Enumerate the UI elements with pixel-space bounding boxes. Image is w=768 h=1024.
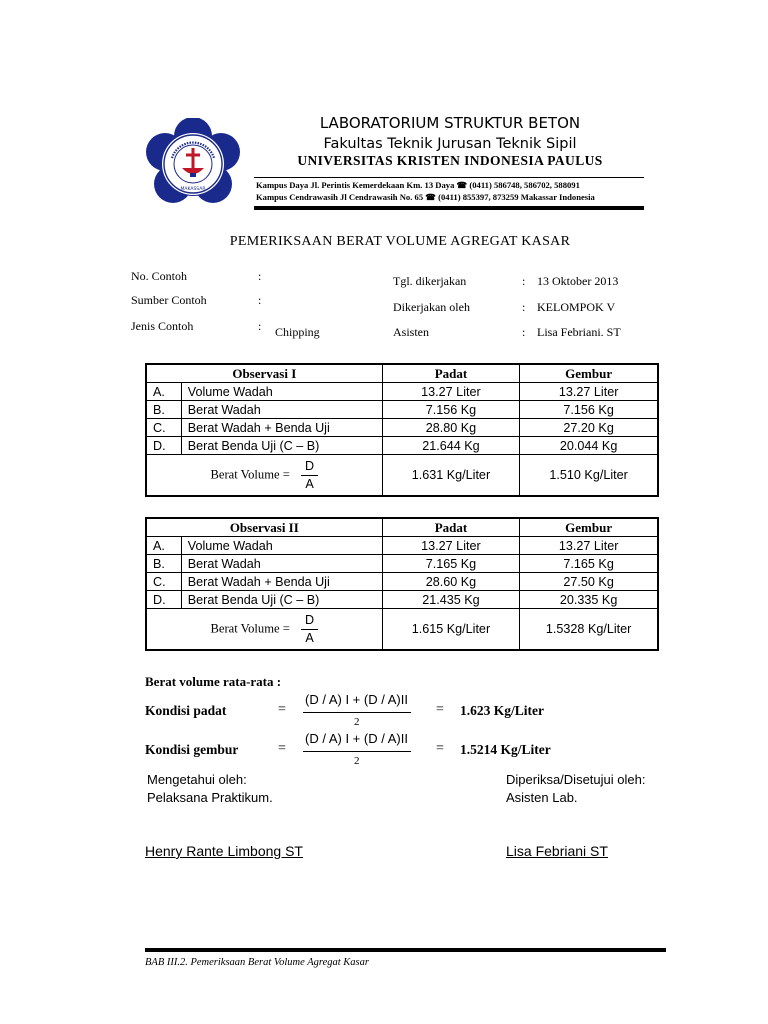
berat-volume-padat: 1.631 Kg/Liter xyxy=(382,455,520,497)
gembur-value: 7.156 Kg xyxy=(520,401,658,419)
campus-address-daya: Kampus Daya Jl. Perintis Kemerdekaan Km. 13 Daya ☎ (0411) 586748, 586702, 588091 xyxy=(256,180,580,190)
table-row xyxy=(146,383,658,401)
campus-address-cendrawasih: Kampus Cendrawasih Jl Cendrawasih No. 65 ☎ (0411) 855397, 873259 Makassar Indonesia xyxy=(256,192,595,202)
row-index: D. xyxy=(146,437,181,455)
asisten-label: Asisten xyxy=(393,325,429,339)
sumber-contoh-label: Sumber Contoh xyxy=(131,293,207,307)
table-row xyxy=(146,437,658,455)
sumber-contoh-colon: : xyxy=(258,293,262,307)
row-index: A. xyxy=(146,537,181,555)
equals-sign: = xyxy=(278,702,286,717)
pelaksana-name: Henry Rante Limbong ST xyxy=(145,843,303,859)
berat-volume-formula xyxy=(146,609,382,651)
formula-denominator: 2 xyxy=(354,755,360,767)
document-title: PEMERIKSAAN BERAT VOLUME AGREGAT KASAR xyxy=(229,234,571,249)
row-label: Berat Wadah + Benda Uji xyxy=(181,573,382,591)
asisten-lab-label: Asisten Lab. xyxy=(506,790,578,805)
dikerjakan-oleh-label: Dikerjakan oleh xyxy=(393,300,470,314)
fraction-denominator: A xyxy=(305,630,314,645)
equals-sign: = xyxy=(436,741,444,756)
padat-value: 28.80 Kg xyxy=(382,419,520,437)
row-label: Volume Wadah xyxy=(181,383,382,401)
padat-value: 7.165 Kg xyxy=(382,555,520,573)
row-index: D. xyxy=(146,591,181,609)
row-index: C. xyxy=(146,573,181,591)
column-header: Observasi I xyxy=(146,364,382,383)
padat-value: 21.644 Kg xyxy=(382,437,520,455)
asisten-name: Lisa Febriani ST xyxy=(506,843,608,859)
observasi-2-table xyxy=(145,517,659,651)
row-index: B. xyxy=(146,555,181,573)
formula-denominator: 2 xyxy=(354,716,360,728)
berat-volume-padat: 1.615 Kg/Liter xyxy=(382,609,520,651)
row-label: Berat Benda Uji (C – B) xyxy=(181,591,382,609)
footer-chapter-text: BAB III.2. Pemeriksaan Berat Volume Agregat Kasar xyxy=(145,957,369,968)
padat-value: 13.27 Liter xyxy=(382,383,520,401)
pelaksana-label: Pelaksana Praktikum. xyxy=(147,790,273,805)
table-header-row xyxy=(146,518,658,537)
equals-sign: = xyxy=(436,702,444,717)
kondisi-padat-result: 1.623 Kg/Liter xyxy=(460,703,544,718)
padat-value: 7.156 Kg xyxy=(382,401,520,419)
berat-volume-gembur: 1.5328 Kg/Liter xyxy=(520,609,658,651)
university-name: UNIVERSITAS KRISTEN INDONESIA PAULUS xyxy=(297,153,603,168)
padat-value: 13.27 Liter xyxy=(382,537,520,555)
faculty-name: Fakultas Teknik Jurusan Teknik Sipil xyxy=(323,136,577,152)
berat-volume-row xyxy=(146,455,658,497)
column-header: Gembur xyxy=(520,364,658,383)
row-index: B. xyxy=(146,401,181,419)
berat-volume-gembur: 1.510 Kg/Liter xyxy=(520,455,658,497)
column-header: Gembur xyxy=(520,518,658,537)
row-label: Berat Wadah + Benda Uji xyxy=(181,419,382,437)
row-index: A. xyxy=(146,383,181,401)
table-header-row xyxy=(146,364,658,383)
svg-text:MAKASSAR: MAKASSAR xyxy=(180,187,206,192)
d-over-a-fraction xyxy=(301,612,318,647)
kondisi-gembur-result: 1.5214 Kg/Liter xyxy=(460,742,551,757)
berat-volume-label: Berat Volume = xyxy=(210,466,290,481)
column-header: Padat xyxy=(382,364,520,383)
gembur-value: 20.044 Kg xyxy=(520,437,658,455)
header-thick-rule xyxy=(254,206,644,210)
diperiksa-label: Diperiksa/Disetujui oleh: xyxy=(506,772,646,787)
asisten-colon: : xyxy=(522,325,526,339)
table-row xyxy=(146,419,658,437)
no-contoh-colon: : xyxy=(258,269,262,283)
gembur-value: 13.27 Liter xyxy=(520,537,658,555)
row-index: C. xyxy=(146,419,181,437)
d-over-a-fraction xyxy=(301,458,318,493)
mengetahui-label: Mengetahui oleh: xyxy=(147,772,247,787)
padat-value: 28.60 Kg xyxy=(382,573,520,591)
dikerjakan-oleh-value: KELOMPOK V xyxy=(537,300,616,314)
row-label: Volume Wadah xyxy=(181,537,382,555)
table-row xyxy=(146,555,658,573)
footer-rule xyxy=(145,948,666,952)
formula-fraction-bar xyxy=(303,751,411,752)
asisten-value: Lisa Febriani. ST xyxy=(537,325,621,339)
table-row xyxy=(146,537,658,555)
row-label: Berat Wadah xyxy=(181,555,382,573)
jenis-contoh-value: Chipping xyxy=(275,325,320,339)
tgl-dikerjakan-label: Tgl. dikerjakan xyxy=(393,274,467,288)
fraction-denominator: A xyxy=(305,476,314,491)
formula-fraction-bar xyxy=(303,712,411,713)
row-label: Berat Wadah xyxy=(181,401,382,419)
kondisi-padat-label: Kondisi padat xyxy=(145,703,227,718)
no-contoh-label: No. Contoh xyxy=(131,269,188,283)
table-row xyxy=(146,573,658,591)
berat-volume-formula xyxy=(146,455,382,497)
tgl-dikerjakan-colon: : xyxy=(522,274,526,288)
gembur-value: 27.50 Kg xyxy=(520,573,658,591)
row-label: Berat Benda Uji (C – B) xyxy=(181,437,382,455)
kondisi-gembur-label: Kondisi gembur xyxy=(145,742,239,757)
jenis-contoh-label: Jenis Contoh xyxy=(131,319,194,333)
gembur-value: 20.335 Kg xyxy=(520,591,658,609)
equals-sign: = xyxy=(278,741,286,756)
fraction-numerator: D xyxy=(301,458,318,476)
berat-volume-label: Berat Volume = xyxy=(210,620,290,635)
header-divider xyxy=(254,177,644,178)
column-header: Padat xyxy=(382,518,520,537)
jenis-contoh-colon: : xyxy=(258,319,262,333)
padat-value: 21.435 Kg xyxy=(382,591,520,609)
tgl-dikerjakan-value: 13 Oktober 2013 xyxy=(537,274,619,288)
lab-name: LABORATORIUM STRUKTUR BETON xyxy=(319,114,581,132)
university-logo xyxy=(142,118,244,215)
formula-numerator: (D / A) I + (D / A)II xyxy=(305,692,408,707)
average-heading: Berat volume rata-rata : xyxy=(145,674,282,689)
table-row xyxy=(146,401,658,419)
observasi-1-table xyxy=(145,363,659,497)
formula-numerator: (D / A) I + (D / A)II xyxy=(305,731,408,746)
table-row xyxy=(146,591,658,609)
gembur-value: 27.20 Kg xyxy=(520,419,658,437)
berat-volume-row xyxy=(146,609,658,651)
dikerjakan-oleh-colon: : xyxy=(522,300,526,314)
gembur-value: 7.165 Kg xyxy=(520,555,658,573)
gembur-value: 13.27 Liter xyxy=(520,383,658,401)
fraction-numerator: D xyxy=(301,612,318,630)
column-header: Observasi II xyxy=(146,518,382,537)
